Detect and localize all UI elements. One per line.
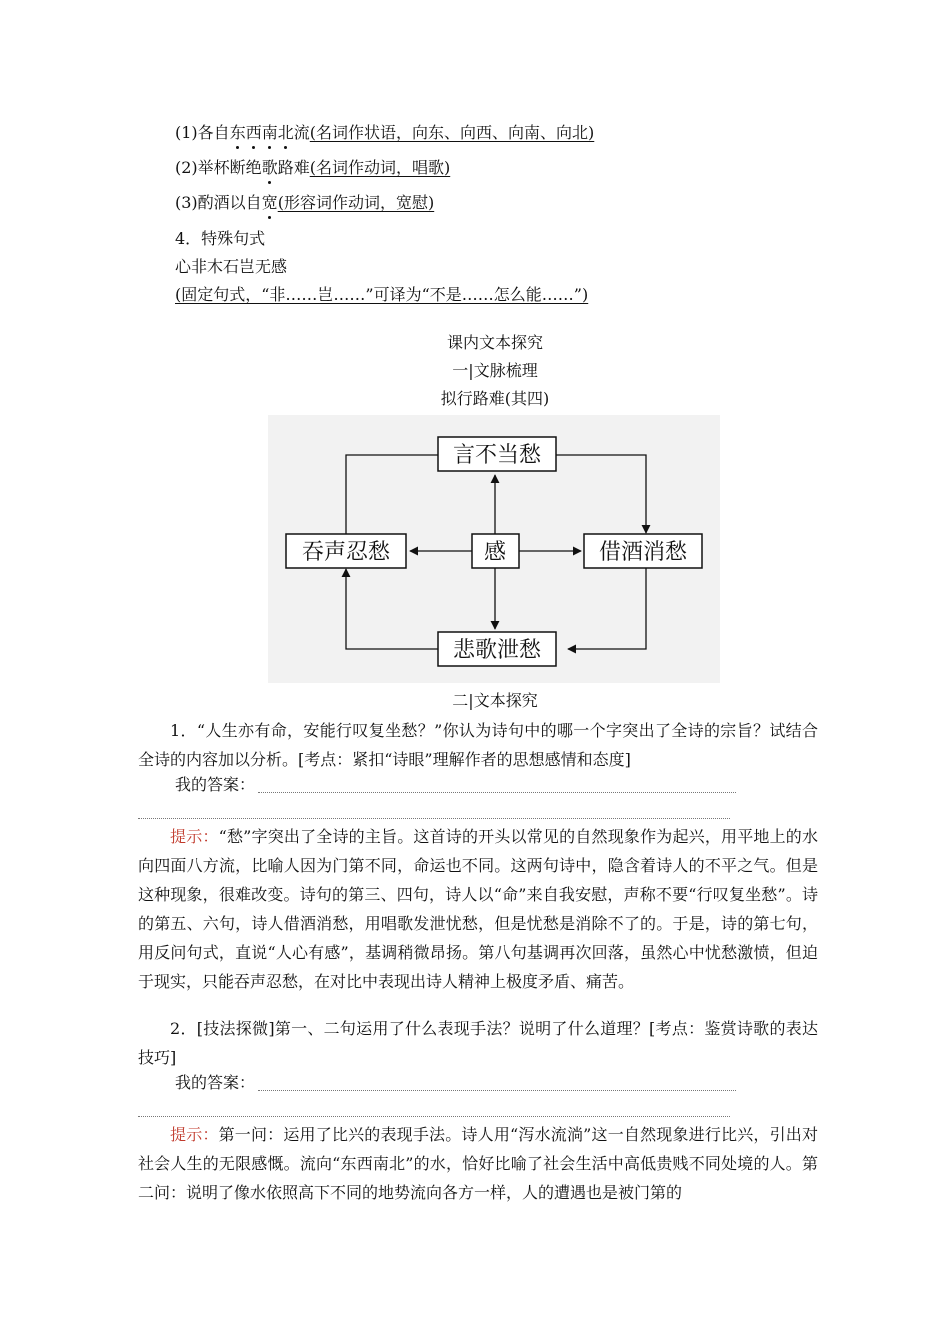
dotted-char: 南 [261, 123, 278, 142]
poem-title: 拟行路难(其四) [440, 389, 550, 408]
box-top [438, 437, 556, 471]
answer-line[interactable] [258, 792, 736, 793]
answer-label-1: 我的答案： [175, 775, 256, 794]
item-number: (2) [175, 158, 198, 177]
part2-heading: 二|文本探究 [452, 691, 538, 710]
section-title: 课内文本探究 [446, 333, 543, 352]
dotted-char: 北 [277, 123, 294, 142]
item-note: (名词作动词，唱歌) [309, 158, 451, 177]
dotted-word [262, 158, 278, 177]
box-center [472, 534, 519, 568]
hint-1 [138, 822, 818, 996]
item-text: 流 [293, 123, 310, 142]
dotted-char: 宽 [261, 193, 278, 212]
answer-line[interactable] [138, 818, 730, 819]
box-bottom-label: 悲歌泄愁 [452, 638, 542, 663]
answer-line[interactable] [258, 1090, 736, 1091]
vocab-item-3 [175, 192, 434, 214]
dotted-char: 东 [229, 123, 246, 142]
item-text: 酌酒以自 [197, 193, 262, 212]
question-1: 1．“人生亦有命，安能行叹复坐愁？”你认为诗句中的哪一个字突出了全诗的宗旨？试结合全诗的内容加以分析。[考点：紧扣“诗眼”理解作者的思想感情和态度] [138, 721, 818, 769]
vocab-item-2 [175, 157, 450, 179]
hint-label: 提示： [170, 827, 219, 846]
box-top-label: 言不当愁 [452, 443, 542, 468]
item-number: (3) [175, 193, 198, 212]
vocab-item-1 [175, 122, 594, 144]
item-note: (名词作状语，向东、向西、向南、向北) [309, 123, 595, 142]
box-left [286, 534, 406, 568]
dotted-word [230, 123, 294, 142]
special-note: (固定句式，“非……岂……”可译为“不是……怎么能……”) [175, 285, 589, 304]
answer-label-2: 我的答案： [175, 1073, 256, 1092]
answer-line[interactable] [138, 1116, 730, 1117]
hint-text: 第一问：运用了比兴的表现手法。诗人用“泻水流淌”这一自然现象进行比兴，引出对社会人生的无限感慨。流向“东西南北”的水，恰好比喻了社会生活中高低贵贱不同处境的人。第二问：说明了像水依照高下不同的地势流向各方一样，人的遭遇也是被门第的 [138, 1125, 818, 1202]
part1-heading: 一|文脉梳理 [452, 361, 538, 380]
question-2: 2．[技法探微]第一、二句运用了什么表现手法？说明了什么道理？[考点：鉴赏诗歌的表达技巧] [138, 1019, 818, 1067]
dotted-char: 歌 [261, 158, 278, 177]
hint-2 [138, 1120, 818, 1207]
item-text: 举杯断绝 [197, 158, 262, 177]
hint-label: 提示： [170, 1125, 219, 1144]
dotted-word [262, 193, 278, 212]
box-bottom [438, 632, 556, 666]
special-heading: 4．特殊句式 [175, 229, 266, 248]
dotted-char: 西 [245, 123, 262, 142]
box-left-label: 吞声忍愁 [301, 540, 391, 565]
box-right [584, 534, 702, 568]
hint-text: “愁”字突出了全诗的主旨。这首诗的开头以常见的自然现象作为起兴，用平地上的水向四面八方流，比喻人因为门第不同，命运也不同。这两句诗中，隐含着诗人的不平之气。但是这种现象，很难改变。诗句的第三、四句，诗人以“命”来自我安慰，声称不要“行叹复坐愁”。诗的第五、六句，诗人借酒消愁，用唱歌发泄忧愁，但是忧愁是消除不了的。于是，诗的第七句，用反问句式，直说“人心有感”，基调稍微昂扬。第八句基调再次回落，虽然心中忧愁激愤，但迫于现实，只能吞声忍愁，在对比中表现出诗人精神上极度矛盾、痛苦。 [138, 827, 818, 991]
special-sentence: 心非木石岂无感 [175, 257, 288, 276]
item-text: 路难 [277, 158, 310, 177]
item-text: 各自 [197, 123, 230, 142]
structure-diagram [268, 415, 720, 683]
item-number: (1) [175, 123, 198, 142]
item-note: (形容词作动词，宽慰) [277, 193, 435, 212]
box-right-label: 借酒消愁 [598, 540, 688, 565]
box-center-label: 感 [483, 540, 507, 565]
